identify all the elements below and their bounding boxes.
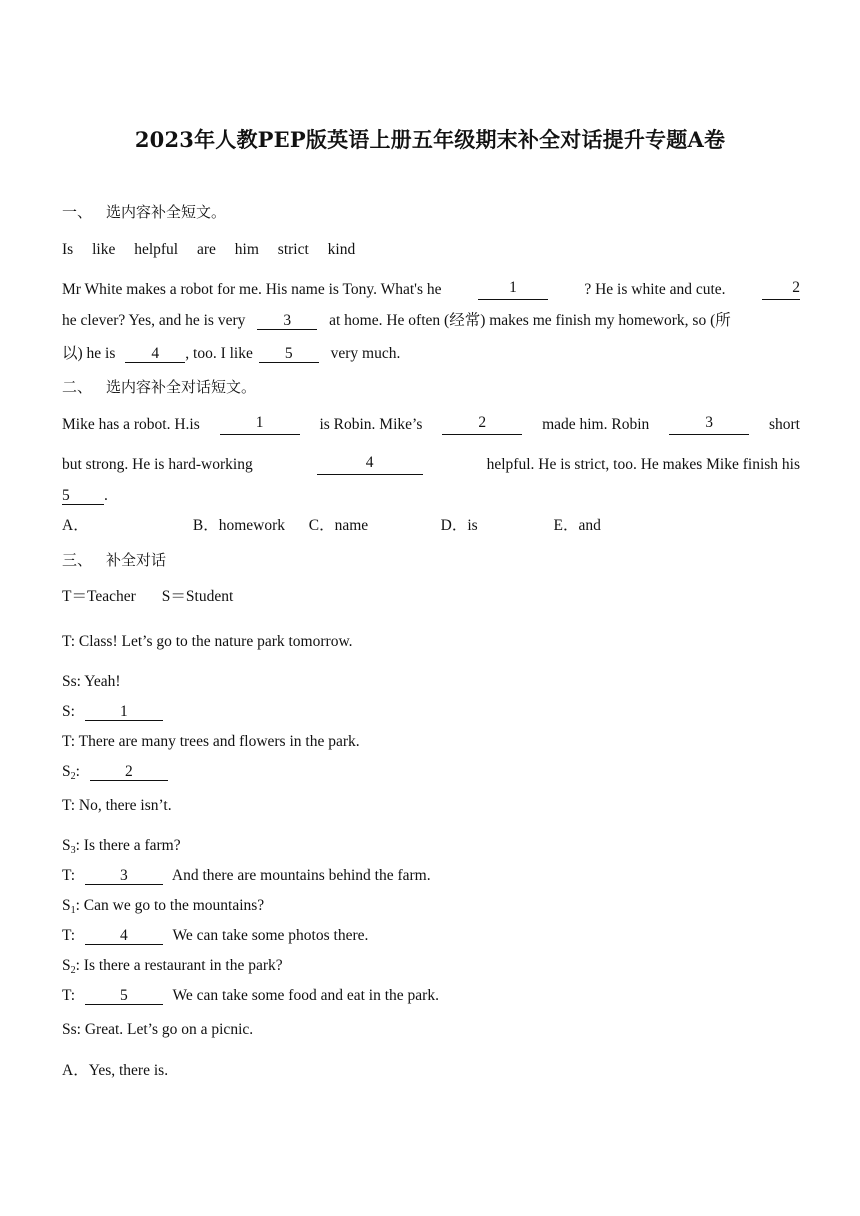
section1-paragraph-line-1 xyxy=(62,280,800,300)
legend-student: S＝Student xyxy=(161,588,234,605)
speaker: T: xyxy=(62,987,76,1004)
section2-heading-text: 选内容补全对话短文。 xyxy=(106,378,257,396)
text-run: And there are mountains behind the farm. xyxy=(171,867,431,884)
option-a: A． xyxy=(62,517,89,534)
option-b: B．homework xyxy=(192,517,286,534)
answer-blank: 2 xyxy=(762,280,800,300)
text-run: : Is there a restaurant in the park? xyxy=(75,957,283,974)
section1-number: 一、 xyxy=(62,203,93,221)
section1-heading-text: 选内容补全短文。 xyxy=(106,203,227,221)
answer-blank: 1 xyxy=(85,704,163,721)
section2-paragraph-line-1 xyxy=(62,415,800,435)
answer-blank: 3 xyxy=(257,313,317,330)
text-run: at home. He often (经常) makes me finish my homework, so (所 xyxy=(329,312,731,329)
section2-paragraph-line-3 xyxy=(62,486,108,506)
text-run: 以) he is xyxy=(62,345,116,362)
speaker: T: xyxy=(62,867,76,884)
text-run: We can take some food and eat in the park. xyxy=(172,987,439,1004)
speaker-colon: : xyxy=(75,763,80,780)
text-run: but strong. He is hard-working xyxy=(62,456,253,473)
speaker-subscript: 2 xyxy=(70,965,76,976)
answer-blank: 5 xyxy=(62,488,104,505)
word-bank-item: are xyxy=(196,241,216,258)
dialogue-line: T: No, there isn’t. xyxy=(62,797,172,814)
text-run: We can take some photos there. xyxy=(172,927,369,944)
text-run: short xyxy=(768,416,800,433)
speaker: S: xyxy=(62,703,75,720)
dialogue-line xyxy=(62,866,431,886)
dialogue-line: Ss: Great. Let’s go on a picnic. xyxy=(62,1021,254,1038)
speaker-subscript: 1 xyxy=(70,905,76,916)
answer-blank: 4 xyxy=(317,455,423,475)
section2-options xyxy=(62,516,601,536)
dialogue-line xyxy=(62,956,283,976)
word-bank-item: Is xyxy=(62,241,74,258)
word-bank-item: strict xyxy=(277,241,309,258)
answer-blank: 2 xyxy=(90,764,168,781)
word-bank-item: kind xyxy=(327,241,356,258)
speaker: S xyxy=(62,957,71,974)
text-run: : Is there a farm? xyxy=(75,837,181,854)
dialogue-line: Ss: Yeah! xyxy=(62,673,121,690)
option-d: D．is xyxy=(440,517,478,534)
text-run: he clever? Yes, and he is very xyxy=(62,312,246,329)
section3-heading xyxy=(62,550,166,570)
word-bank-item: helpful xyxy=(134,241,179,258)
dialogue-line xyxy=(62,896,264,916)
answer-blank: 4 xyxy=(125,346,185,363)
dialogue-line xyxy=(62,986,439,1006)
section3-number: 三、 xyxy=(62,551,93,569)
answer-blank: 4 xyxy=(85,928,163,945)
speaker: S xyxy=(62,897,71,914)
speaker: T: xyxy=(62,927,76,944)
section1-paragraph-line-3 xyxy=(62,344,400,364)
text-run: helpful. He is strict, too. He makes Mike finish his xyxy=(486,456,800,473)
text-run: ? He is white and cute. xyxy=(584,281,726,298)
speaker: S xyxy=(62,837,71,854)
section2-heading xyxy=(62,377,256,397)
answer-blank: 1 xyxy=(220,415,300,435)
speaker-subscript: 3 xyxy=(70,845,76,856)
dialogue-line: T: Class! Let’s go to the nature park tomorrow. xyxy=(62,633,353,650)
text-run: Mr White makes a robot for me. His name is Tony. What's he xyxy=(62,281,442,298)
dialogue-line xyxy=(62,836,181,856)
text-run: Mike has a robot. H.is xyxy=(62,416,200,433)
word-bank-item: him xyxy=(234,241,259,258)
section2-number: 二、 xyxy=(62,378,93,396)
text-run: is Robin. Mike’s xyxy=(319,416,423,433)
section3-legend xyxy=(62,587,233,607)
section1-paragraph-line-2 xyxy=(62,311,731,331)
text-run: , too. I like xyxy=(185,345,253,362)
legend-teacher: T＝Teacher xyxy=(62,588,136,605)
dialogue-line xyxy=(62,702,163,722)
dialogue-line xyxy=(62,926,368,946)
answer-blank: 3 xyxy=(669,415,749,435)
word-bank-item: like xyxy=(92,241,116,258)
text-run: made him. Robin xyxy=(542,416,650,433)
answer-blank: 1 xyxy=(478,280,548,300)
text-run: . xyxy=(104,487,108,504)
speaker: S xyxy=(62,763,71,780)
option-c: C．name xyxy=(308,517,369,534)
answer-blank: 5 xyxy=(259,346,319,363)
page-title: 2023年人教PEP版英语上册五年级期末补全对话提升专题A卷 xyxy=(134,127,726,152)
section2-paragraph-line-2 xyxy=(62,455,800,475)
answer-blank: 2 xyxy=(442,415,522,435)
text-run: : Can we go to the mountains? xyxy=(75,897,265,914)
answer-blank: 5 xyxy=(85,988,163,1005)
section3-heading-text: 补全对话 xyxy=(106,551,167,569)
text-run: very much. xyxy=(330,345,401,362)
option-e: E．and xyxy=(553,517,601,534)
speaker-subscript: 2 xyxy=(70,771,76,782)
word-bank xyxy=(62,240,370,260)
section1-heading xyxy=(62,202,226,222)
option-a: A．Yes, there is. xyxy=(62,1062,169,1079)
dialogue-line: T: There are many trees and flowers in the park. xyxy=(62,733,360,750)
dialogue-line xyxy=(62,762,168,782)
answer-blank: 3 xyxy=(85,868,163,885)
